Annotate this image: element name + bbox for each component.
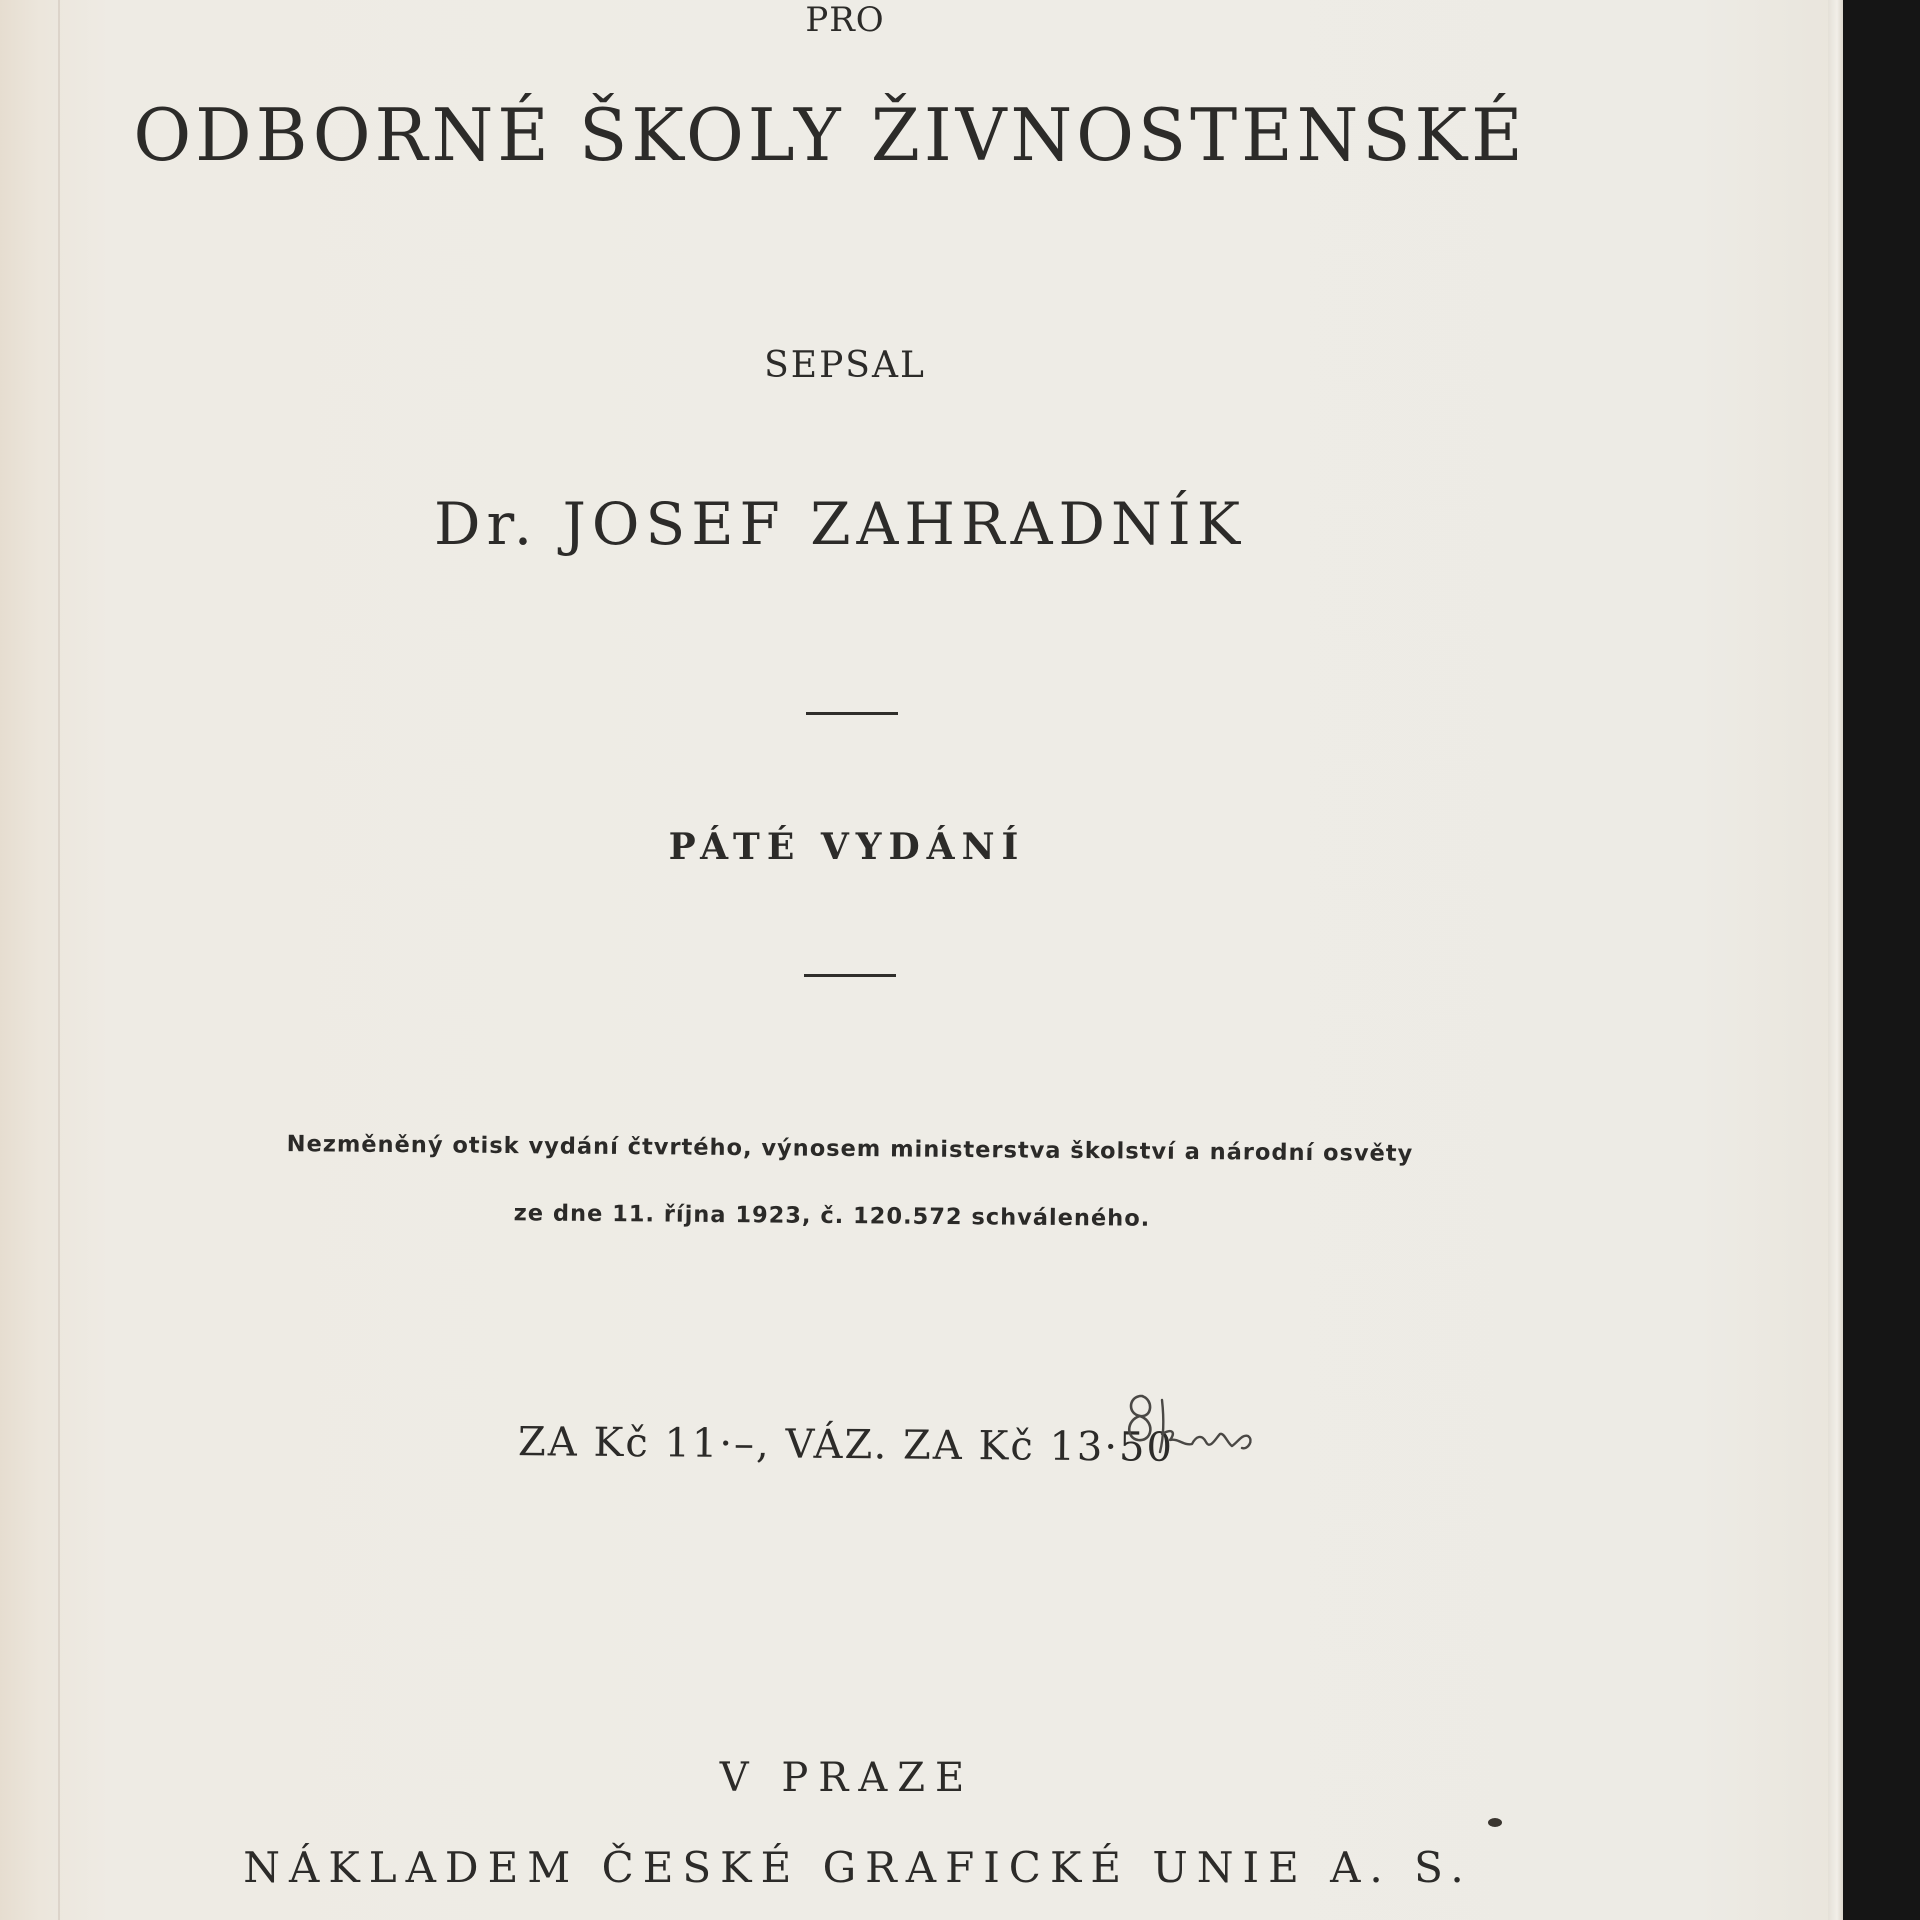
divider-rule — [804, 974, 896, 977]
page-edge — [1828, 0, 1843, 1920]
sepsal-line: SEPSAL — [764, 345, 926, 386]
book-title: ODBORNÉ ŠKOLY ŽIVNOSTENSKÉ — [133, 93, 1527, 177]
approval-note-line-1: Nezměněný otisk vydání čtvrtého, výnosem ministerstva školství a národní osvěty — [286, 1131, 1414, 1167]
edition-line: PÁTÉ VYDÁNÍ — [668, 826, 1026, 868]
ink-speck — [1488, 1818, 1502, 1827]
handwritten-price-annotation — [1118, 1388, 1278, 1468]
author-name: Dr. JOSEF ZAHRADNÍK — [433, 490, 1247, 558]
publisher-line: NÁKLADEM ČESKÉ GRAFICKÉ UNIE A. S. — [243, 1843, 1473, 1892]
price-line: ZA Kč 11·–, VÁZ. ZA Kč 13·50 — [517, 1419, 1175, 1471]
approval-note-line-2: ze dne 11. října 1923, č. 120.572 schváleného. — [513, 1200, 1151, 1232]
divider-rule — [806, 712, 898, 715]
place-line: V PRAZE — [719, 1755, 975, 1801]
page-gutter — [58, 0, 60, 1920]
pro-line: PRO — [805, 0, 885, 40]
